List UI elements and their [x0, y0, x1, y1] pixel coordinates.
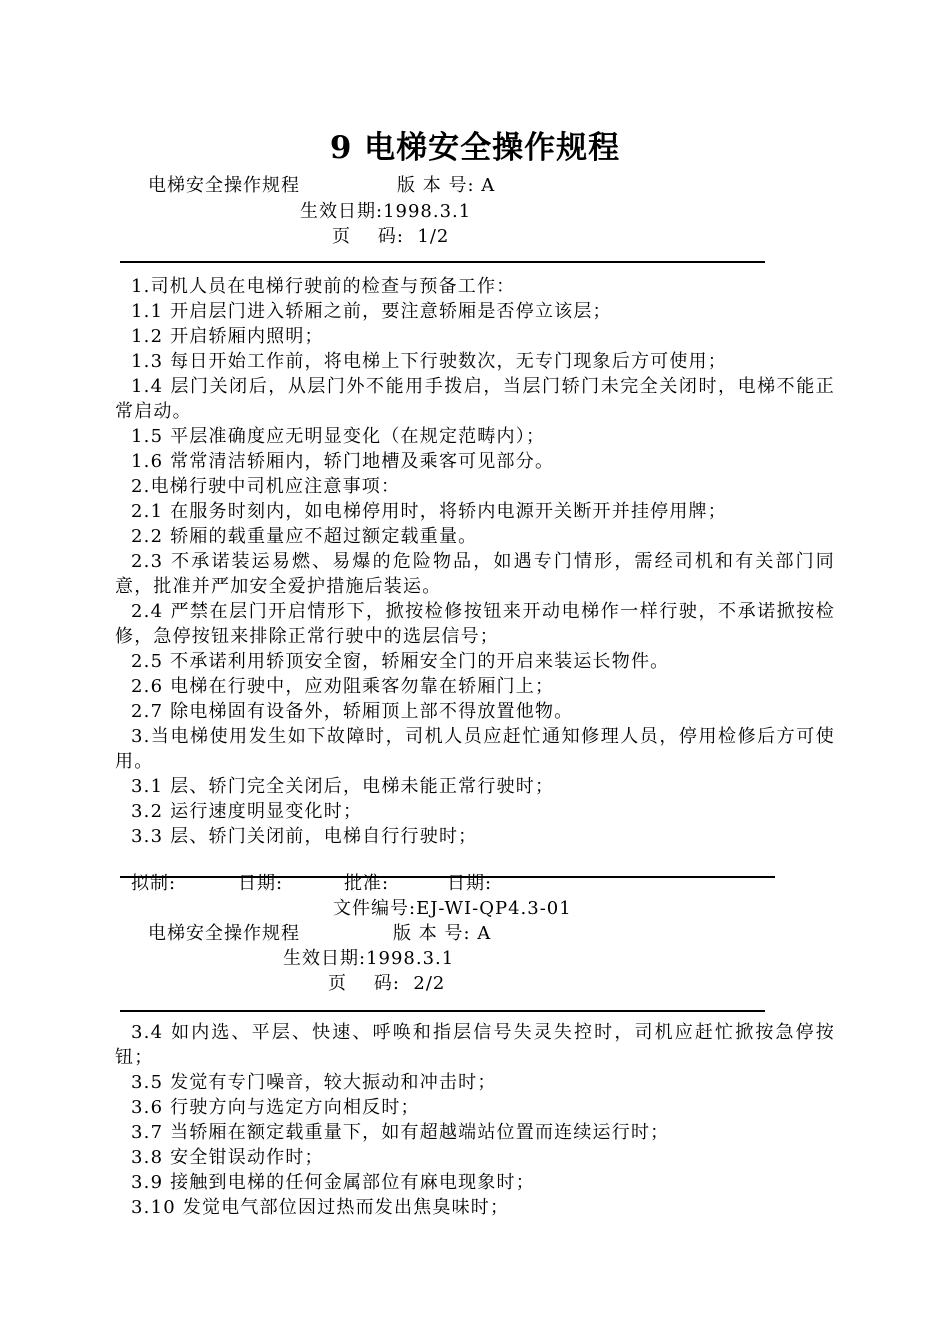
header-effective-date: 生效日期:1998.3.1	[300, 201, 472, 222]
paragraph: 2.1 在服务时刻内，如电梯停用时，将轿内电源开关断开并挂停用牌；	[131, 501, 727, 522]
paragraph: 3.8 安全钳误动作时；	[131, 1147, 324, 1168]
paragraph: 2.6 电梯在行驶中，应劝阻乘客勿靠在轿厢门上；	[131, 676, 555, 697]
header-doc-name: 电梯安全操作规程	[148, 175, 300, 196]
date-label-1: 日期:	[238, 873, 284, 894]
header-effective-date: 生效日期:1998.3.1	[283, 948, 455, 969]
header-doc-name: 电梯安全操作规程	[148, 923, 300, 944]
paragraph: 3.10 发觉电气部位因过热而发出焦臭味时；	[131, 1197, 510, 1218]
approved-label: 批准:	[344, 873, 390, 894]
paragraph: 3.当电梯使用发生如下故障时，司机人员应赶忙通知修理人员，停用检修后方可使用。	[115, 726, 835, 772]
paragraph: 3.1 层、轿门完全关闭后，电梯未能正常行驶时；	[131, 776, 555, 797]
paragraph: 1.2 开启轿厢内照明；	[131, 326, 324, 347]
section-1-body	[115, 274, 835, 849]
paragraph: 1.6 常常清洁轿厢内，轿门地槽及乘客可见部分。	[131, 451, 555, 472]
header-divider-2	[120, 1010, 765, 1012]
paragraph: 1.1 开启层门进入轿厢之前，要注意轿厢是否停立该层；	[131, 301, 612, 322]
document-title: 9 电梯安全操作规程	[329, 130, 621, 166]
header-version: 版 本 号: A	[393, 923, 492, 944]
paragraph: 3.9 接触到电梯的任何金属部位有麻电现象时；	[131, 1172, 535, 1193]
paragraph: 1.4 层门关闭后，从层门外不能用手拨启，当层门轿门未完全关闭时，电梯不能正常启动。	[115, 376, 835, 422]
paragraph: 3.2 运行速度明显变化时；	[131, 801, 363, 822]
file-number: 文件编号:EJ-WI-QP4.3-01	[333, 898, 572, 919]
section-2-body	[115, 1020, 835, 1220]
paragraph: 3.4 如内选、平层、快速、呼唤和指层信号失灵失控时，司机应赶忙掀按急停按钮；	[115, 1022, 835, 1068]
paragraph: 3.3 层、轿门关闭前，电梯自行行驶时；	[131, 826, 478, 847]
paragraph: 2.4 严禁在层门开启情形下，掀按检修按钮来开动电梯作一样行驶，不承诺掀按检修，急停按钮来排除正常行驶中的选层信号；	[115, 601, 835, 647]
paragraph: 2.电梯行驶中司机应注意事项：	[131, 476, 401, 497]
paragraph: 2.7 除电梯固有设备外，轿厢顶上部不得放置他物。	[131, 701, 574, 722]
paragraph: 1.5 平层准确度应无明显变化（在规定范畴内）；	[131, 426, 546, 447]
paragraph: 2.3 不承诺装运易燃、易爆的危险物品，如遇专门情形，需经司机和有关部门同意，批准并严加安全爱护措施后装运。	[115, 551, 835, 597]
header-page-number: 页 码: 2/2	[328, 973, 446, 994]
paragraph: 3.6 行驶方向与选定方向相反时；	[131, 1097, 420, 1118]
paragraph: 3.5 发觉有专门噪音，较大振动和冲击时；	[131, 1072, 497, 1093]
drafted-label: 拟制:	[131, 873, 177, 894]
header-divider-1	[120, 261, 765, 263]
header-page-number: 页 码: 1/2	[332, 226, 450, 247]
paragraph: 1.司机人员在电梯行驶前的检查与预备工作：	[131, 276, 516, 297]
paragraph: 2.2 轿厢的载重量应不超过额定载重量。	[131, 526, 478, 547]
paragraph: 2.5 不承诺利用轿顶安全窗，轿厢安全门的开启来装运长物件。	[131, 651, 670, 672]
paragraph: 1.3 每日开始工作前，将电梯上下行驶数次，无专门现象后方可使用；	[131, 351, 727, 372]
paragraph: 3.7 当轿厢在额定载重量下，如有超越端站位置而连续运行时；	[131, 1122, 670, 1143]
date-label-2: 日期:	[447, 873, 493, 894]
header-version: 版 本 号: A	[397, 175, 496, 196]
